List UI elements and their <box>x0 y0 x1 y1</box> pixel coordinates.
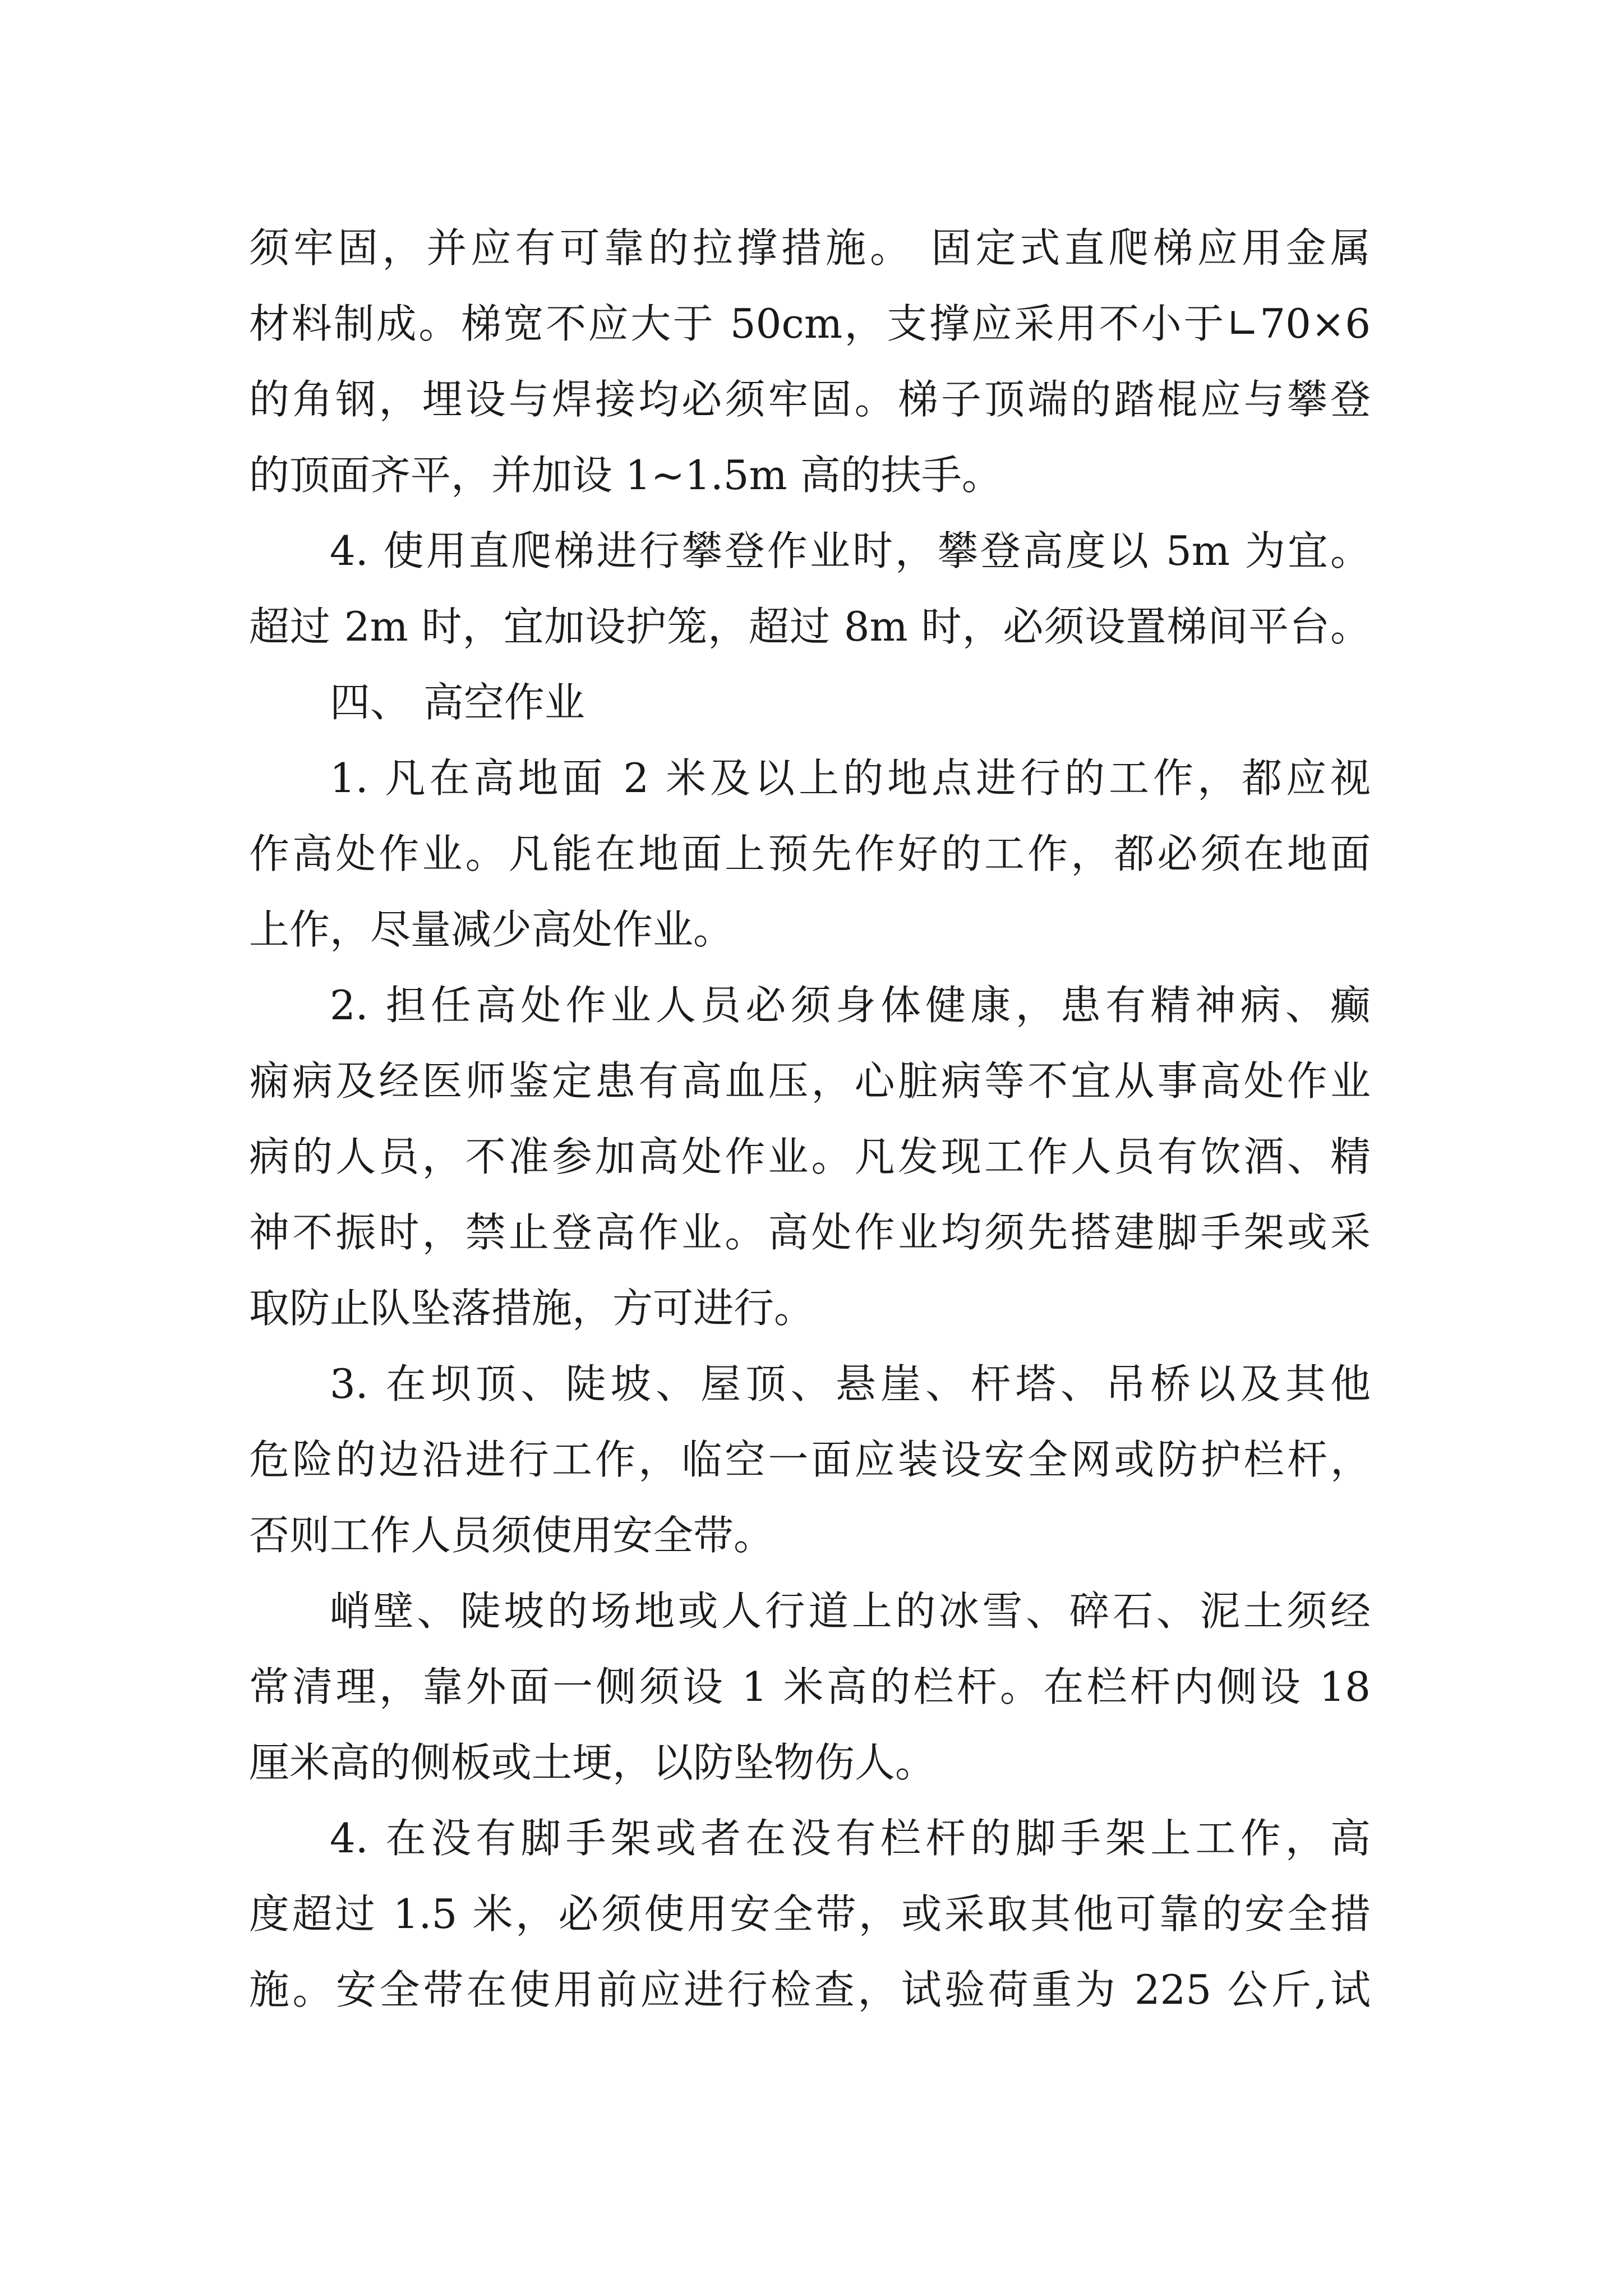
text-line: 材料制成。梯宽不应大于 50cm，支撑应采用不小于∟70×6 <box>249 300 1371 347</box>
paragraph-start-line: 峭壁、陡坡的场地或人行道上的冰雪、碎石、泥土须经 <box>330 1588 1371 1635</box>
paragraph-start-line: 4. 使用直爬梯进行攀登作业时，攀登高度以 5m 为宜。 <box>330 527 1371 574</box>
text-line: 的顶面齐平，并加设 1~1.5m 高的扶手。 <box>249 452 1002 499</box>
text-line: 上作，尽量减少高处作业。 <box>249 906 734 953</box>
paragraph-start-line: 2. 担任高处作业人员必须身体健康，患有精神病、癫 <box>330 982 1371 1029</box>
text-line: 超过 2m 时，宜加设护笼，超过 8m 时，必须设置梯间平台。 <box>249 603 1371 650</box>
paragraph-start-line: 4. 在没有脚手架或者在没有栏杆的脚手架上工作，高 <box>330 1815 1371 1862</box>
section-heading: 四、 高空作业 <box>330 679 585 726</box>
text-line: 神不振时，禁止登高作业。高处作业均须先搭建脚手架或采 <box>249 1209 1371 1256</box>
text-line: 取防止队坠落措施，方可进行。 <box>249 1285 815 1332</box>
text-line: 施。安全带在使用前应进行检查，试验荷重为 225 公斤,试 <box>249 1966 1371 2013</box>
text-line: 痫病及经医师鉴定患有高血压，心脏病等不宜从事高处作业 <box>249 1057 1371 1105</box>
text-line: 度超过 1.5 米，必须使用安全带，或采取其他可靠的安全措 <box>249 1890 1371 1938</box>
paragraph-start-line: 3. 在坝顶、陡坡、屋顶、悬崖、杆塔、吊桥以及其他 <box>330 1360 1371 1407</box>
document-body <box>249 210 1371 2028</box>
text-line: 厘米高的侧板或土埂，以防坠物伤人。 <box>249 1739 936 1786</box>
text-line: 危险的边沿进行工作，临空一面应装设安全网或防护栏杆， <box>249 1436 1371 1483</box>
text-line: 常清理，靠外面一侧须设 1 米高的栏杆。在栏杆内侧设 18 <box>249 1663 1371 1710</box>
text-line: 的角钢，埋设与焊接均必须牢固。梯子顶端的踏棍应与攀登 <box>249 376 1371 423</box>
paragraph-start-line: 1. 凡在高地面 2 米及以上的地点进行的工作，都应视 <box>330 754 1371 802</box>
text-line: 须牢固，并应有可靠的拉撑措施。 固定式直爬梯应用金属 <box>249 224 1371 272</box>
text-line: 病的人员，不准参加高处作业。凡发现工作人员有饮酒、精 <box>249 1133 1371 1180</box>
text-line: 否则工作人员须使用安全带。 <box>249 1512 774 1559</box>
text-line: 作高处作业。凡能在地面上预先作好的工作，都必须在地面 <box>249 830 1371 877</box>
